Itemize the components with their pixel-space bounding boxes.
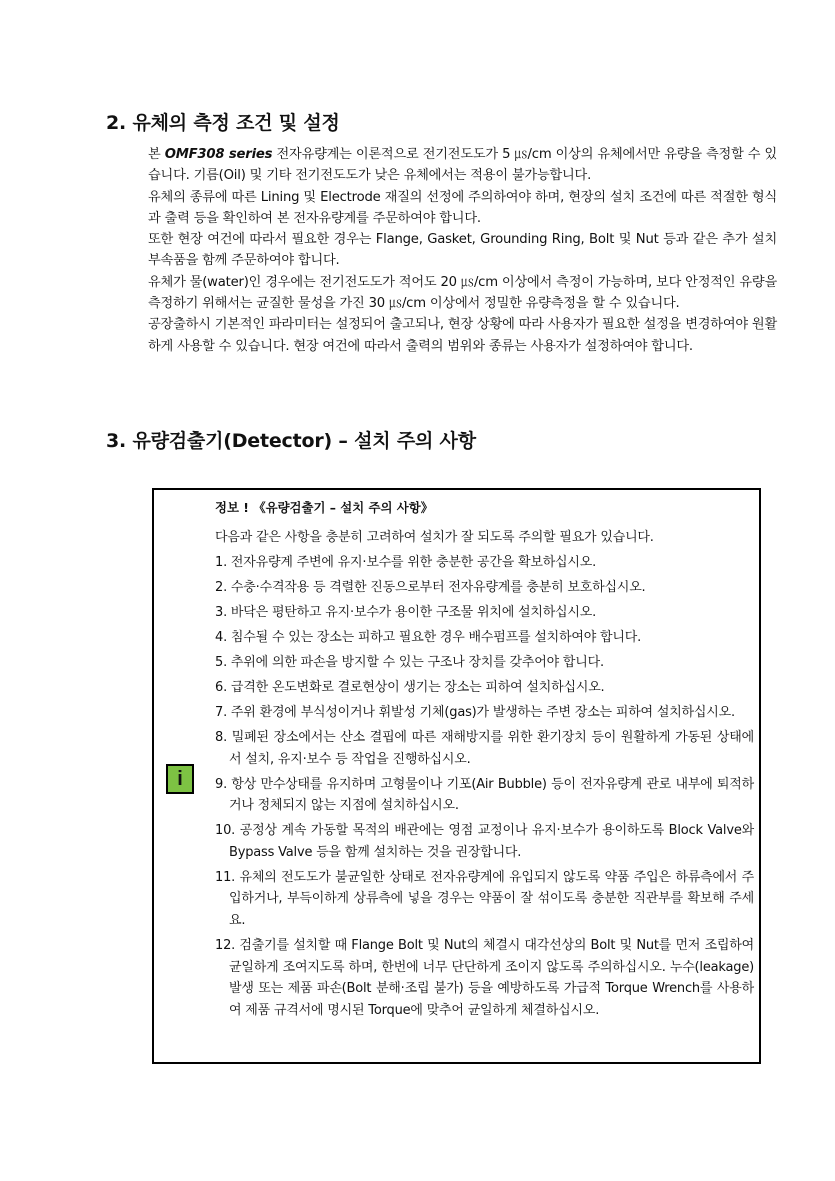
paragraph-2: 유체의 종류에 따른 Lining 및 Electrode 재질의 선정에 주의하여야 하며, 현장의 설치 조건에 따른 적절한 형식과 출력 등을 확인하여 본 전자유량계를 주문하여야 합니다. — [148, 189, 777, 226]
paragraph-1-start: 본 — [148, 147, 165, 162]
notice-title: 정보 ! 《유량검출기 – 설치 주의 사항》 — [215, 500, 434, 515]
notice-item-8: 8. 밀폐된 장소에서는 산소 결핍에 따른 재해방지를 위한 환기장치 등이 원활하게 가동된 상태에서 설치, 유지·보수 등 작업을 진행하십시오. — [215, 730, 754, 767]
notice-list — [215, 552, 754, 1022]
notice-item-4: 4. 침수될 수 있는 장소는 피하고 필요한 경우 배수펌프를 설치하여야 합니다. — [215, 629, 641, 645]
notice-intro: 다음과 같은 사항을 충분히 고려하여 설치가 잘 되도록 주의할 필요가 있습니다. — [215, 530, 654, 545]
notice-item-6: 6. 급격한 온도변화로 결로현상이 생기는 장소는 피하여 설치하십시오. — [215, 679, 605, 695]
notice-item-9: 9. 항상 만수상태를 유지하며 고형물이나 기포(Air Bubble) 등이 전자유량계 관로 내부에 퇴적하거나 정체되지 않는 지점에 설치하십시오. — [215, 776, 754, 814]
notice-item-7: 7. 주위 환경에 부식성이거나 휘발성 기체(gas)가 발생하는 주변 장소는 피하여 설치하십시오. — [215, 705, 735, 721]
info-icon: i — [166, 764, 194, 794]
paragraph-3: 또한 현장 여건에 따라서 필요한 경우는 Flange, Gasket, Grounding Ring, Bolt 및 Nut 등과 같은 추가 설치 부속품을 함께 주문하여야 합니다. — [148, 232, 777, 269]
section-3-heading: 3. 유량검출기(Detector) – 설치 주의 사항 — [106, 430, 476, 452]
notice-content — [215, 527, 754, 1025]
section-2-heading: 2. 유체의 측정 조건 및 설정 — [106, 112, 340, 134]
info-notice-box — [152, 488, 761, 1064]
notice-item-12: 12. 검출기를 설치할 때 Flange Bolt 및 Nut의 체결시 대각선상의 Bolt 및 Nut를 먼저 조립하여 균일하게 조여지도록 하며, 한번에 너무 단단하게 조이지 않도록 주의하십시오. 누수(leakage) 발생 또는 제품 파손(Bolt 분해·조립 불가) 등을 예방하도록 가급적 Torque Wrench를 사용하여 제품 규격서에 명시된 Torque에 맞추어 균일하게 체결하십시오. — [215, 938, 754, 1018]
notice-item-2: 2. 수충·수격작용 등 격렬한 진동으로부터 전자유량계를 충분히 보호하십시오. — [215, 579, 646, 595]
paragraph-4: 유체가 물(water)인 경우에는 전기전도도가 적어도 20 ㎲/cm 이상에서 측정이 가능하며, 보다 안정적인 유량을 측정하기 위해서는 균질한 물성을 가진 30 ㎲/cm 이상에서 정밀한 유량측정을 할 수 있습니다. — [148, 274, 777, 312]
paragraph-1-rest: 전자유량계는 이론적으로 전기전도도가 5 ㎲/cm 이상의 유체에서만 유량을 측정할 수 있습니다. 기름(Oil) 및 기타 전기전도도가 낮은 유체에서는 적용이 불가능합니다. — [148, 147, 777, 184]
paragraph-5: 공장출하시 기본적인 파라미터는 설정되어 출고되나, 현장 상황에 따라 사용자가 필요한 설정을 변경하여야 원활하게 사용할 수 있습니다. 현장 여건에 따라서 출력의 범위와 종류는 사용자가 설정하여야 합니다. — [148, 317, 777, 354]
notice-item-5: 5. 추위에 의한 파손을 방지할 수 있는 구조나 장치를 갖추어야 합니다. — [215, 654, 604, 670]
notice-item-1: 1. 전자유량계 주변에 유지·보수를 위한 충분한 공간을 확보하십시오. — [215, 554, 597, 570]
notice-item-11: 11. 유체의 전도도가 불균일한 상태로 전자유량계에 유입되지 않도록 약품 주입은 하류측에서 주입하거나, 부득이하게 상류측에 넣을 경우는 약품이 잘 섞이도록 충분한 직관부를 확보해 주세요. — [215, 869, 754, 928]
section-2-body — [148, 144, 777, 357]
notice-item-10: 10. 공정상 계속 가동할 목적의 배관에는 영점 교정이나 유지·보수가 용이하도록 Block Valve와 Bypass Valve 등을 함께 설치하는 것을 권장합니다. — [215, 823, 754, 860]
paragraph-1 — [148, 144, 777, 187]
notice-item-3: 3. 바닥은 평탄하고 유지·보수가 용이한 구조물 위치에 설치하십시오. — [215, 604, 597, 620]
product-name: OMF308 series — [164, 147, 273, 162]
